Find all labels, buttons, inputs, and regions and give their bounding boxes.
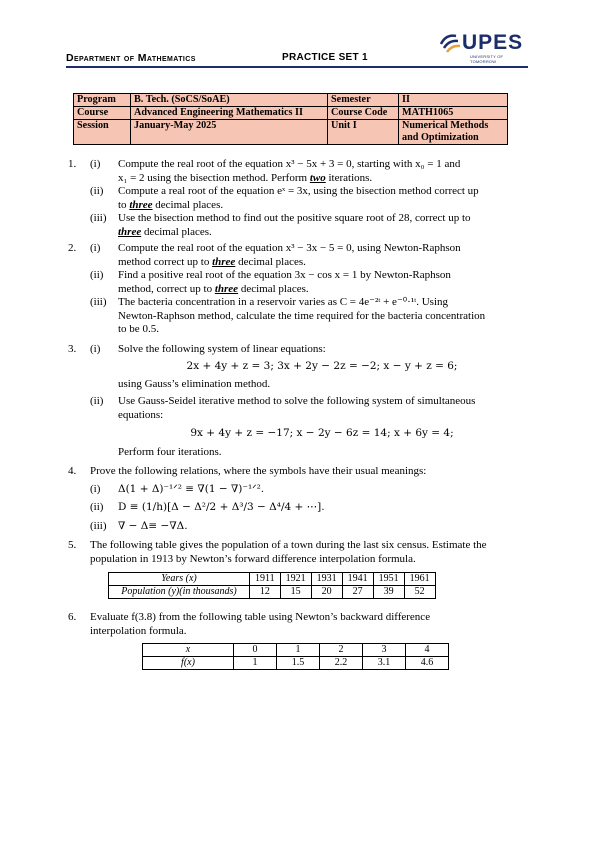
question-number: 2. — [68, 242, 77, 254]
equation: 9x + 4y + z = −17; x − 2y − 6z = 14; x + 6y = 4; — [190, 427, 454, 439]
question-number: 1. — [68, 158, 77, 170]
subquestion-number: (ii) — [90, 269, 104, 281]
text-line: Perform four iterations. — [118, 445, 222, 458]
subquestion — [68, 296, 526, 337]
text-line: The bacteria concentration in a reservoir varies as C = 4e⁻²ᵗ + e⁻⁰·¹ᵗ. Using — [118, 296, 449, 308]
subquestion — [68, 158, 526, 185]
text-line: Prove the following relations, where the symbols have their usual meanings: — [90, 465, 427, 477]
text-span: decimal places. — [238, 282, 309, 295]
text-span: to — [118, 198, 130, 211]
subquestion — [68, 269, 526, 296]
subquestion — [68, 520, 526, 534]
question-number: 3. — [68, 342, 77, 355]
text-line: using Gauss’s elimination method. — [118, 377, 271, 390]
logo-mark-icon — [438, 32, 464, 56]
subquestion — [68, 501, 526, 515]
table-cell: Advanced Engineering Mathematics II — [131, 107, 328, 120]
question-5 — [68, 539, 526, 599]
question-text — [68, 465, 526, 479]
course-info-table — [73, 93, 508, 145]
table-cell: 4 — [406, 644, 449, 657]
subquestion — [68, 212, 526, 239]
table-row — [143, 644, 449, 657]
equation: ∇ − Δ≡ −∇Δ. — [118, 519, 188, 532]
table-cell: II — [399, 94, 508, 107]
subquestion-number: (ii) — [90, 185, 104, 197]
subquestion — [68, 242, 526, 269]
table-row — [109, 573, 436, 586]
text-line — [118, 226, 526, 240]
text-span: method, correct up to — [118, 282, 215, 295]
subquestion-number: (i) — [90, 242, 101, 254]
table-row — [143, 657, 449, 670]
subquestion-number: (i) — [90, 342, 101, 355]
table-cell: 1911 — [250, 573, 281, 586]
text-line: Compute the real root of the equation x³ − 5x + 3 = 0, starting with x₀ = 1 and — [118, 158, 461, 170]
question-text — [68, 539, 526, 599]
subquestion-number: (iii) — [90, 519, 107, 532]
table-cell: 12 — [250, 586, 281, 599]
text-line: Find a positive real root of the equation 3x − cos x = 1 by Newton-Raphson — [118, 269, 451, 281]
text-line: Use Gauss-Seidel iterative method to solve the following system of simultaneous — [118, 395, 476, 407]
table-cell: 15 — [280, 586, 311, 599]
text-span: method correct up to — [118, 255, 213, 268]
emphasis: two — [309, 171, 326, 184]
question-3 — [68, 343, 526, 460]
table-cell: Semester — [328, 94, 399, 107]
table-cell: 52 — [404, 586, 435, 599]
table-cell: Program — [74, 94, 131, 107]
text-line: The following table gives the population of a town during the last six census. Estimate the — [90, 539, 487, 551]
table-cell: 4.6 — [406, 657, 449, 670]
subquestion — [68, 343, 526, 392]
table-cell: Session — [74, 120, 131, 145]
subquestion-number: (iii) — [90, 212, 107, 224]
text-line: equations: — [118, 408, 164, 421]
table-cell: 2.2 — [320, 657, 363, 670]
text-span: x₁ = 2 using the bisection method. Perform — [118, 171, 310, 184]
emphasis: three — [214, 282, 239, 295]
text-span: decimal places. — [141, 225, 212, 238]
text-line: Use the bisection method to find out the positive square root of 28, correct up to — [118, 212, 471, 224]
text-span: decimal places. — [235, 255, 306, 268]
table-cell: 1951 — [373, 573, 404, 586]
subquestion — [68, 395, 526, 459]
text-line: Compute a real root of the equation eˣ = 3x, using the bisection method correct up — [118, 185, 479, 197]
emphasis: three — [118, 225, 142, 238]
table-header: Years (x) — [109, 573, 250, 586]
table-row — [74, 107, 508, 120]
upes-logo — [438, 32, 530, 62]
table-row — [74, 120, 508, 145]
table-cell: 3 — [363, 644, 406, 657]
table-cell: MATH1065 — [399, 107, 508, 120]
table-cell: January-May 2025 — [131, 120, 328, 145]
table-cell: 1921 — [280, 573, 311, 586]
table-row — [109, 586, 436, 599]
text-line: Solve the following system of linear equations: — [118, 342, 326, 355]
table-cell: 2 — [320, 644, 363, 657]
logo-subtext: UNIVERSITY OF TOMORROW — [470, 54, 504, 64]
question-number: 6. — [68, 611, 77, 623]
header-divider — [66, 66, 528, 68]
population-table — [108, 572, 436, 599]
equation: 2x + 4y + z = 3; 3x + 2y − 2z = −2; x − y + z = 6; — [186, 360, 458, 372]
emphasis: three — [129, 198, 153, 211]
subquestion-number: (ii) — [90, 501, 104, 513]
text-line: population in 1913 by Newton’s forward difference interpolation formula. — [90, 552, 416, 565]
page-header — [66, 31, 528, 70]
question-1 — [68, 158, 526, 239]
function-table — [142, 643, 449, 670]
text-line — [118, 283, 526, 297]
emphasis: three — [212, 255, 236, 268]
table-header: f(x) — [143, 657, 234, 670]
text-line: Compute the real root of the equation x³ − 3x − 5 = 0, using Newton-Raphson — [118, 242, 461, 254]
table-header: Population (y)(in thousands) — [109, 586, 250, 599]
table-cell: Unit I — [328, 120, 399, 145]
table-cell: 3.1 — [363, 657, 406, 670]
table-cell: Course Code — [328, 107, 399, 120]
text-line — [118, 172, 526, 186]
subquestion — [68, 483, 526, 497]
question-4 — [68, 465, 526, 533]
practice-set-title: PRACTICE SET 1 — [282, 52, 368, 63]
subquestion — [68, 185, 526, 212]
text-line: interpolation formula. — [90, 624, 187, 637]
table-cell: 1 — [277, 644, 320, 657]
text-line — [118, 199, 526, 213]
subquestion-number: (iii) — [90, 296, 107, 308]
questions — [68, 158, 526, 670]
table-cell: 1.5 — [277, 657, 320, 670]
table-cell: Numerical Methods and Optimization — [399, 120, 508, 145]
text-line: Evaluate f(3.8) from the following table using Newton’s backward difference — [90, 611, 431, 623]
equation: D ≡ (1/h)[Δ − Δ²/2 + Δ³/3 − Δ⁴/4 + ⋯]. — [118, 501, 325, 513]
text-line — [118, 256, 526, 270]
table-cell: 27 — [342, 586, 373, 599]
text-span: iterations. — [325, 171, 373, 184]
question-text — [68, 611, 526, 670]
subquestion-number: (i) — [90, 158, 101, 170]
table-cell: Course — [74, 107, 131, 120]
subquestion-number: (ii) — [90, 395, 104, 407]
department-title: Department of Mathematics — [66, 52, 196, 64]
table-header: x — [143, 644, 234, 657]
table-cell: 1931 — [311, 573, 342, 586]
question-number: 5. — [68, 539, 77, 551]
text-line: to be 0.5. — [118, 323, 159, 335]
text-span: decimal places. — [152, 198, 224, 211]
text-line: Newton-Raphson method, calculate the time required for the bacteria concentration — [118, 309, 486, 322]
table-cell: 1941 — [342, 573, 373, 586]
question-6 — [68, 611, 526, 670]
table-cell: 1 — [234, 657, 277, 670]
equation: Δ(1 + Δ)⁻¹ᐟ² ≡ ∇(1 − ∇)⁻¹ᐟ². — [118, 482, 265, 495]
subquestion-number: (i) — [90, 482, 101, 495]
table-cell: 0 — [234, 644, 277, 657]
table-cell: B. Tech. (SoCS/SoAE) — [131, 94, 328, 107]
question-2 — [68, 242, 526, 337]
table-cell: 20 — [311, 586, 342, 599]
table-cell: 39 — [373, 586, 404, 599]
logo-text: UPES — [462, 31, 524, 54]
table-cell: 1961 — [404, 573, 435, 586]
question-number: 4. — [68, 465, 77, 477]
table-row — [74, 94, 508, 107]
